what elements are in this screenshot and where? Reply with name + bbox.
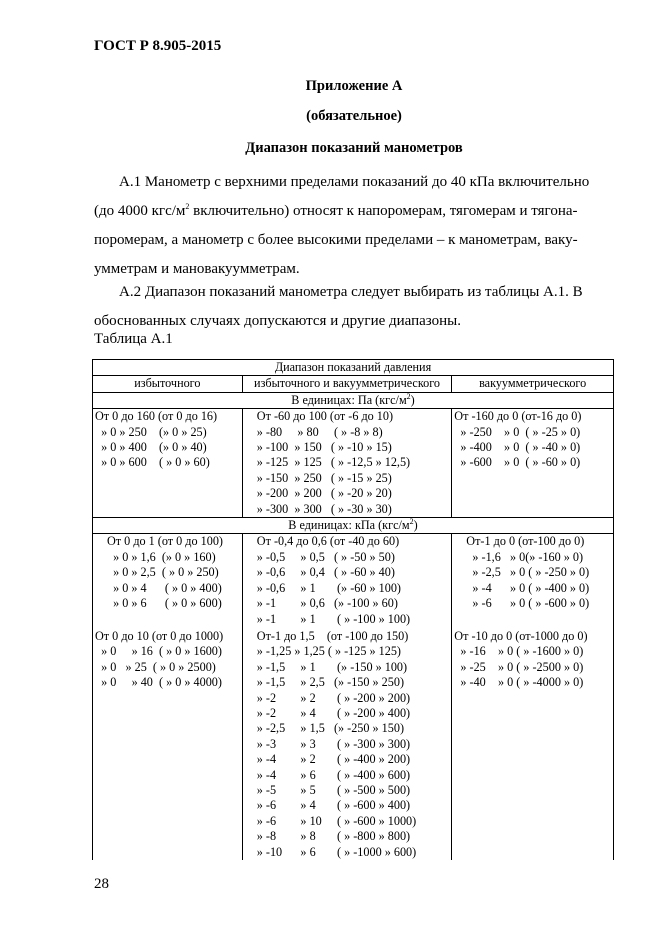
table-line: От 0 до 10 (от 0 до 1000) xyxy=(95,628,224,643)
table-line: От -10 до 0 (от-1000 до 0) xyxy=(454,628,588,643)
col-header-combined: избыточного и вакуумметрического xyxy=(242,376,452,392)
table-line: » -125 » 125 ( » -12,5 » 12,5) xyxy=(256,455,411,470)
table-line: » 0 » 6 ( » 0 » 600) xyxy=(107,596,222,611)
superscript: 2 xyxy=(406,391,411,401)
a2-line-1: А.2 Диапазон показаний манометра следует выбирать из таблицы А.1. В xyxy=(119,284,583,300)
superscript: 2 xyxy=(185,202,190,211)
page-number: 28 xyxy=(94,876,109,892)
col-header-vacuum: вакуумметрического xyxy=(452,376,614,392)
a1-line-2-start: (до 4000 кгс/м xyxy=(94,203,186,219)
a1-line-2 xyxy=(94,197,614,226)
kpa1-combined-cell xyxy=(242,534,452,627)
table-line: От 0 до 1 (от 0 до 100) xyxy=(107,534,223,549)
table-line: » -10 » 6 ( » -1000 » 600) xyxy=(256,844,417,859)
paragraph-a2 xyxy=(94,278,614,336)
table-line: » -1,25 » 1,25 ( » -125 » 125) xyxy=(256,644,401,659)
a1-line-1: А.1 Манометр с верхними пределами показаний до 40 кПа включительно xyxy=(119,174,590,190)
pa-overpressure-cell xyxy=(93,409,243,518)
appendix-heading: Диапазон показаний манометров xyxy=(245,140,463,156)
table-line: » 0 » 16 ( » 0 » 1600) xyxy=(95,644,222,659)
table-line: » -1,5 » 1 (» -150 » 100) xyxy=(256,659,408,674)
table-line: » -4 » 6 ( » -400 » 600) xyxy=(256,767,411,782)
table-line: » -4 » 2 ( » -400 » 200) xyxy=(256,752,411,767)
table-line: » -250 » 0 ( » -25 » 0) xyxy=(454,424,581,439)
table-line: » -300 » 300 ( » -30 » 30) xyxy=(256,501,392,516)
table-line: » -0,5 » 0,5 ( » -50 » 50) xyxy=(256,549,395,564)
a1-line-3: поромерам, а манометр с более высокими пределами – к манометрам, ваку- xyxy=(94,232,578,248)
paragraph-a1 xyxy=(94,168,614,284)
kpa1-vacuum-cell xyxy=(452,534,614,627)
table-line: » -80 » 80 ( » -8 » 8) xyxy=(256,424,383,439)
table-caption: Таблица А.1 xyxy=(94,331,173,347)
table-line: » -4 » 0 ( » -400 » 0) xyxy=(466,580,590,595)
appendix-status: (обязательное) xyxy=(306,108,402,124)
unit-kpa-close: ) xyxy=(413,518,418,533)
table-line: » -3 » 3 ( » -300 » 300) xyxy=(256,736,411,751)
table-line: От -160 до 0 (от-16 до 0) xyxy=(454,409,582,424)
table-line: » -40 » 0 ( » -4000 » 0) xyxy=(454,675,584,690)
table-line: » -150 » 250 ( » -15 » 25) xyxy=(256,470,392,485)
table-line: » -25 » 0 ( » -2500 » 0) xyxy=(454,659,584,674)
table-line: От-1 до 1,5 (от -100 до 150) xyxy=(256,628,409,643)
table-line: От 0 до 160 (от 0 до 16) xyxy=(95,409,218,424)
table-line: » -1 » 1 ( » -100 » 100) xyxy=(256,611,411,626)
table-line: От -0,4 до 0,6 (от -40 до 60) xyxy=(256,534,400,549)
superscript: 2 xyxy=(409,517,414,526)
unit-kpa-label: В единицах: кПа (кгс/м xyxy=(288,518,410,533)
table-line: » 0 » 40 ( » 0 » 4000) xyxy=(95,675,222,690)
unit-row-pa xyxy=(93,392,614,408)
a1-line-2-end: включительно) относят к напоромерам, тягомерам и тягона- xyxy=(189,203,578,219)
unit-row-kpa xyxy=(93,518,614,534)
unit-pa-close: ) xyxy=(410,392,415,407)
table-line: От -60 до 100 (от -6 до 10) xyxy=(256,409,394,424)
pressure-range-table xyxy=(92,359,614,860)
table-line: » -0,6 » 0,4 ( » -60 » 40) xyxy=(256,565,395,580)
pa-combined-cell xyxy=(242,409,452,518)
table-line: » 0 » 4 ( » 0 » 400) xyxy=(107,580,222,595)
table-line: » 0 » 400 (» 0 » 40) xyxy=(95,440,207,455)
table-line: » -2 » 4 ( » -200 » 400) xyxy=(256,705,411,720)
a2-line-2: обоснованных случаях допускаются и другие диапазоны. xyxy=(94,313,461,329)
table-line: » -2,5 » 1,5 (» -250 » 150) xyxy=(256,721,405,736)
table-line: » -5 » 5 ( » -500 » 500) xyxy=(256,782,411,797)
unit-pa-label: В единицах: Па (кгс/м xyxy=(291,392,407,407)
table-line: » -6 » 4 ( » -600 » 400) xyxy=(256,798,411,813)
kpa2-overpressure-cell xyxy=(93,627,243,860)
document-header: ГОСТ Р 8.905-2015 xyxy=(94,38,222,54)
table-line: » -1,5 » 2,5 (» -150 » 250) xyxy=(256,675,405,690)
table-line: » -16 » 0 ( » -1600 » 0) xyxy=(454,644,584,659)
kpa1-overpressure-cell xyxy=(93,534,243,627)
table-line: » 0 » 250 (» 0 » 25) xyxy=(95,424,207,439)
table-line: » 0 » 1,6 (» 0 » 160) xyxy=(107,549,216,564)
table-line: » -100 » 150 ( » -10 » 15) xyxy=(256,440,392,455)
table-line: » -2,5 » 0 ( » -250 » 0) xyxy=(466,565,590,580)
col-header-overpressure: избыточного xyxy=(93,376,243,392)
table-line: » -1 » 0,6 (» -100 » 60) xyxy=(256,596,398,611)
table-line: » -600 » 0 ( » -60 » 0) xyxy=(454,455,581,470)
appendix-title: Приложение А xyxy=(305,78,403,94)
table-line: » -1,6 » 0(» -160 » 0) xyxy=(466,549,584,564)
table-line: » -200 » 200 ( » -20 » 20) xyxy=(256,486,392,501)
table-line: » -0,6 » 1 (» -60 » 100) xyxy=(256,580,401,595)
a1-line-4: умметрам и мановакуумметрам. xyxy=(94,261,300,277)
table-main-header: Диапазон показаний давления xyxy=(93,360,614,376)
kpa2-vacuum-cell xyxy=(452,627,614,860)
kpa2-combined-cell xyxy=(242,627,452,860)
table-line: » 0 » 2,5 ( » 0 » 250) xyxy=(107,565,219,580)
table-line: » -6 » 0 ( » -600 » 0) xyxy=(466,596,590,611)
pa-vacuum-cell xyxy=(452,409,614,518)
table-line: От-1 до 0 (от-100 до 0) xyxy=(466,534,585,549)
table-line: » -8 » 8 ( » -800 » 800) xyxy=(256,829,411,844)
table-line: » -2 » 2 ( » -200 » 200) xyxy=(256,690,411,705)
table-line: » -400 » 0 ( » -40 » 0) xyxy=(454,440,581,455)
table-line: » 0 » 25 ( » 0 » 2500) xyxy=(95,659,216,674)
table-line: » -6 » 10 ( » -600 » 1000) xyxy=(256,813,417,828)
table-line: » 0 » 600 ( » 0 » 60) xyxy=(95,455,210,470)
